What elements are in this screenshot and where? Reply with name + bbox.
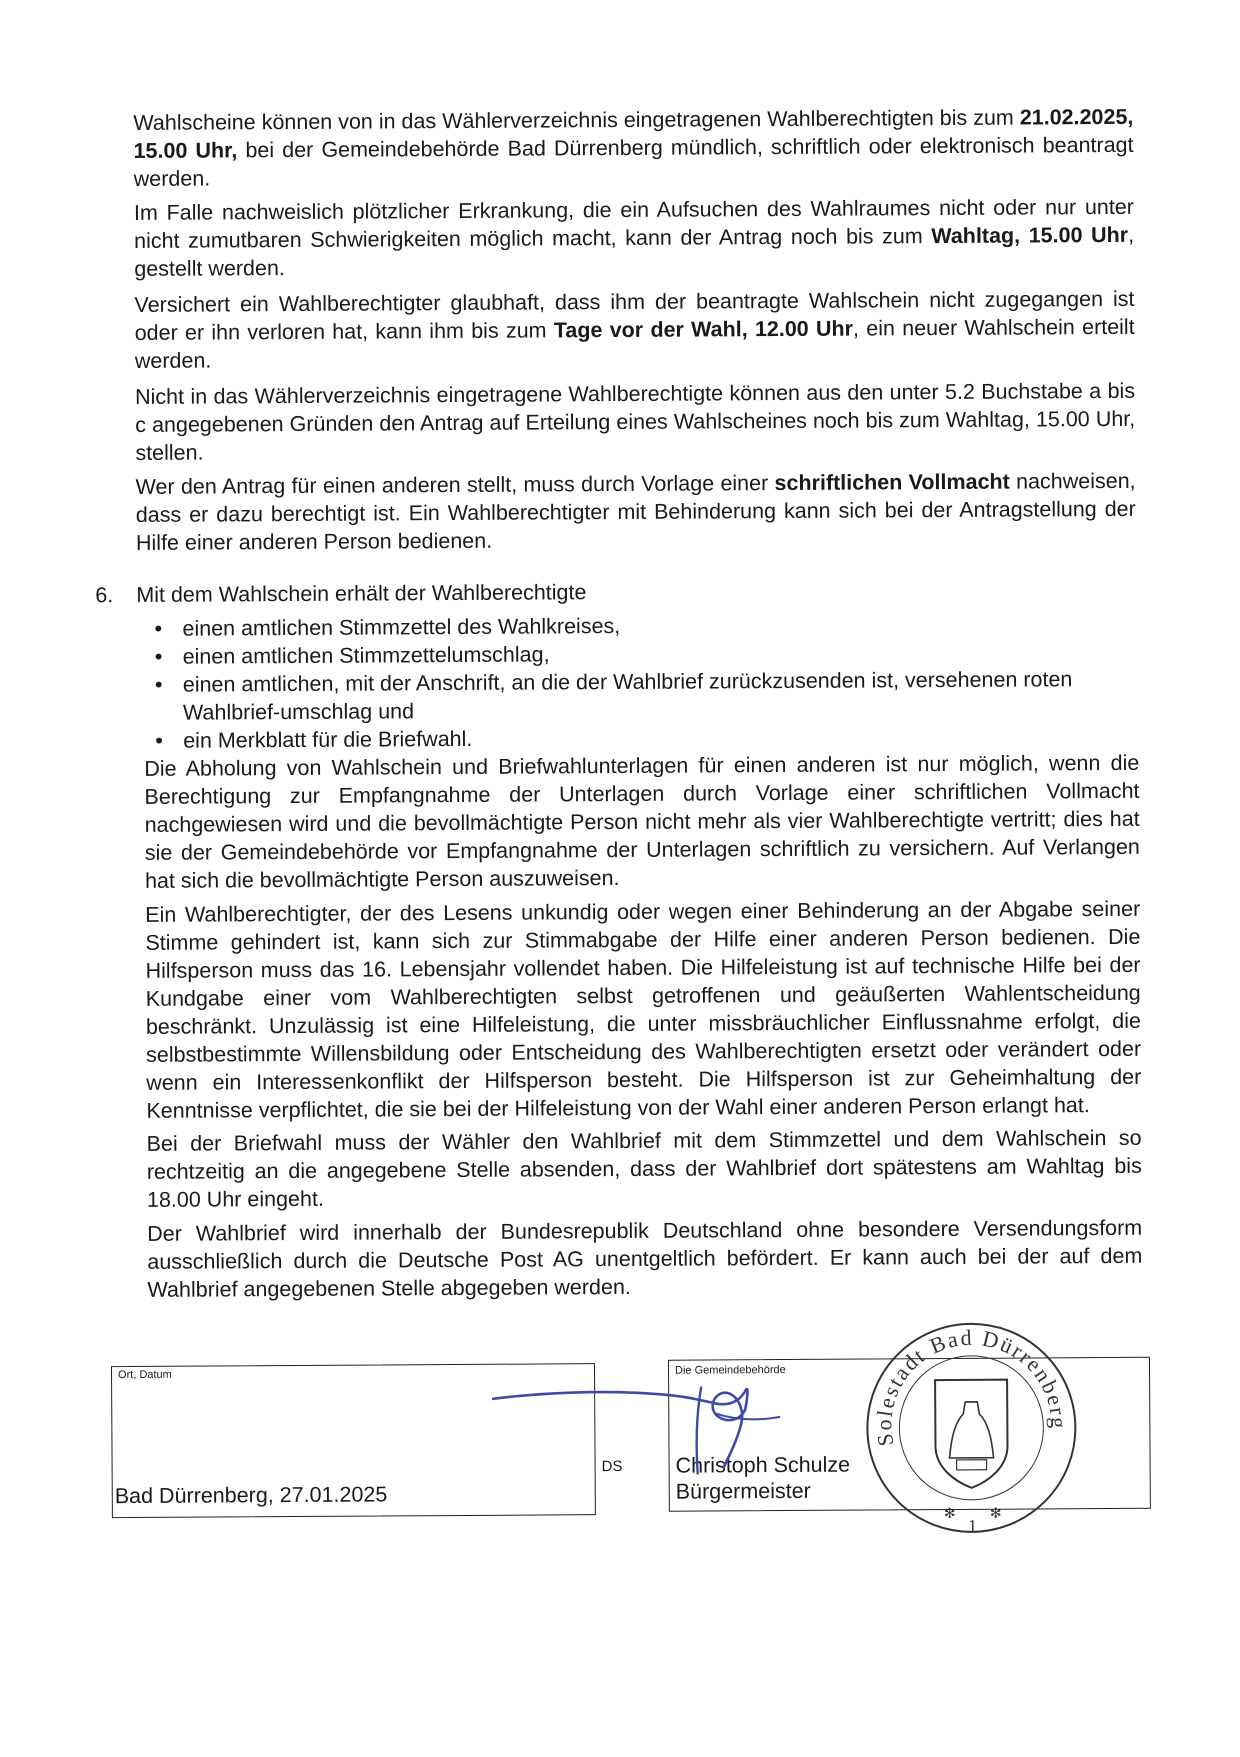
authority-label: Die Gemeindebehörde xyxy=(674,1363,786,1377)
paragraph-not-registered: Nicht in das Wählerverzeichnis eingetragene Wahlberechtigte können aus den unter 5.2 Buchstabe a bis c angegebenen Gründen den Antrag auf Erteilung eines Wahlscheines noch bis zum Wahltag, 15.00 Uhr, stellen. xyxy=(134,378,1136,465)
section-intro: Mit dem Wahlschein erhält der Wahlberechtigte xyxy=(136,580,587,607)
place-date-value: Bad Dürrenberg, 27.01.2025 xyxy=(114,1482,388,1509)
seal-text: Solestadt Bad Dürrenberg xyxy=(871,1324,1072,1448)
paragraph-illness: Im Falle nachweislich plötzlicher Erkrankung, die ein Aufsuchen des Wahlraumes nicht oder nur unter nicht zumutbaren Schwierigkeiten möglich macht, kann der Antrag noch bis zum Wahltag, 15.00 Uhr, gestellt werden. xyxy=(133,194,1135,281)
power-of-attorney-bold: schriftlichen Vollmacht xyxy=(774,469,1010,496)
official-seal xyxy=(861,1317,1082,1538)
section-number: 6. xyxy=(95,583,114,608)
signer-title: Bürgermeister xyxy=(675,1478,811,1504)
ds-label: DS xyxy=(601,1457,623,1476)
paragraph-assistance: Ein Wahlberechtigter, der des Lesens unkundig oder wegen einer Behinderung an der Abgabe seiner Stimme gehindert ist, kann sich zur Stimmabgabe der Hilfe einer anderen Person bedienen. Die Hilfsperson muss das 16. Lebensjahr vollendet haben. Die Hilfeleistung ist auf technische Hilfe bei der Kundgabe einer vom Wahlberechtigten selbst getroffenen und geäußerten Wahlentscheidung beschränkt. Unzulässig ist eine Hilfeleistung, die unter missbräuchlicher Einflussnahme erfolgt, die selbstbestimmte Willensbildung oder Entscheidung des Wahlberechtigten ersetzt oder verändert oder wenn ein Interessenkonflikt der Hilfsperson besteht. Die Hilfsperson ist zur Geheimhaltung der Kenntnisse verpflichtet, die sie bei der Hilfeleistung von der Wahl einer anderen Person erlangt hat. xyxy=(145,896,1142,1123)
paragraph-collection: Die Abholung von Wahlschein und Briefwahlunterlagen für einen anderen ist nur möglich, wenn die Berechtigung zur Empfangnahme der Unterlagen durch Vorlage einer schriftlichen Vollmacht nachgewiesen wird und die bevollmächtigte Person nicht mehr als vier Wahlberechtigte vertritt; dies hat sie der Gemeindebehörde vor Empfangnahme der Unterlagen schriftlich zu versichern. Auf Verlangen hat sich die bevollmächtigte Person auszuweisen. xyxy=(144,750,1140,893)
place-date-label: Ort, Datum xyxy=(118,1368,172,1382)
paragraph-application-deadline: Wahlscheine können von in das Wählerverzeichnis eingetragenen Wahlberechtigten bis zum 21.02.2025, 15.00 Uhr, bei der Gemeindebehörde Bad Dürrenberg mündlich, schriftlich oder elektronisch beantragt werden. xyxy=(133,104,1134,191)
list-item: • ein Merkblatt für die Briefwahl. xyxy=(149,721,1139,755)
list-item: • einen amtlichen Stimmzettelumschlag, xyxy=(149,637,1139,671)
enclosure-list xyxy=(148,609,1139,755)
election-day-bold: Wahltag, 15.00 Uhr xyxy=(931,222,1129,249)
list-item: • einen amtlichen, mit der Anschrift, an die der Wahlbrief zurückzusenden ist, versehenen roten Wahlbrief-umschlag und xyxy=(149,665,1139,727)
signer-name: Christoph Schulze xyxy=(675,1452,851,1478)
deadline-bold: 21.02.2025, 15.00 Uhr, xyxy=(133,104,1134,163)
paragraph-delivery: Der Wahlbrief wird innerhalb der Bundesrepublik Deutschland ohne besondere Versendungsform ausschließlich durch die Deutsche Post AG unentgeltlich befördert. Er kann auch bei der auf dem Wahlbrief angegebenen Stelle abgegeben werden. xyxy=(147,1215,1143,1302)
signature xyxy=(483,1369,824,1531)
day-before-bold: Tage vor der Wahl, 12.00 Uhr xyxy=(553,316,854,343)
seal-number: 1 xyxy=(967,1515,978,1536)
seal-star-left: ✻ xyxy=(943,1504,956,1522)
list-item: • einen amtlichen Stimmzettel des Wahlkreises, xyxy=(148,609,1138,643)
paragraph-lost-ballot: Versichert ein Wahlberechtigter glaubhaft, dass ihm der beantragte Wahlschein nicht zugegangen ist oder er ihn verloren hat, kann ihm bis zum Tage vor der Wahl, 12.00 Uhr, ein neuer Wahlschein erteilt werden. xyxy=(134,286,1135,373)
paragraph-postal-vote: Bei der Briefwahl muss der Wähler den Wahlbrief mit dem Stimmzettel und dem Wahlschein so rechtzeitig an die angegebene Stelle absenden, dass der Wahlbrief dort spätestens am Wahltag bis 18.00 Uhr eingeht. xyxy=(146,1125,1142,1212)
paragraph-proxy: Wer den Antrag für einen anderen stellt, muss durch Vorlage einer schriftlichen Vollmacht nachweisen, dass er dazu berechtigt ist. Ein Wahlberechtigter mit Behinderung kann sich bei der Antragstellung der Hilfe einer anderen Person bedienen. xyxy=(135,468,1136,555)
seal-star-right: ✻ xyxy=(989,1504,1002,1521)
